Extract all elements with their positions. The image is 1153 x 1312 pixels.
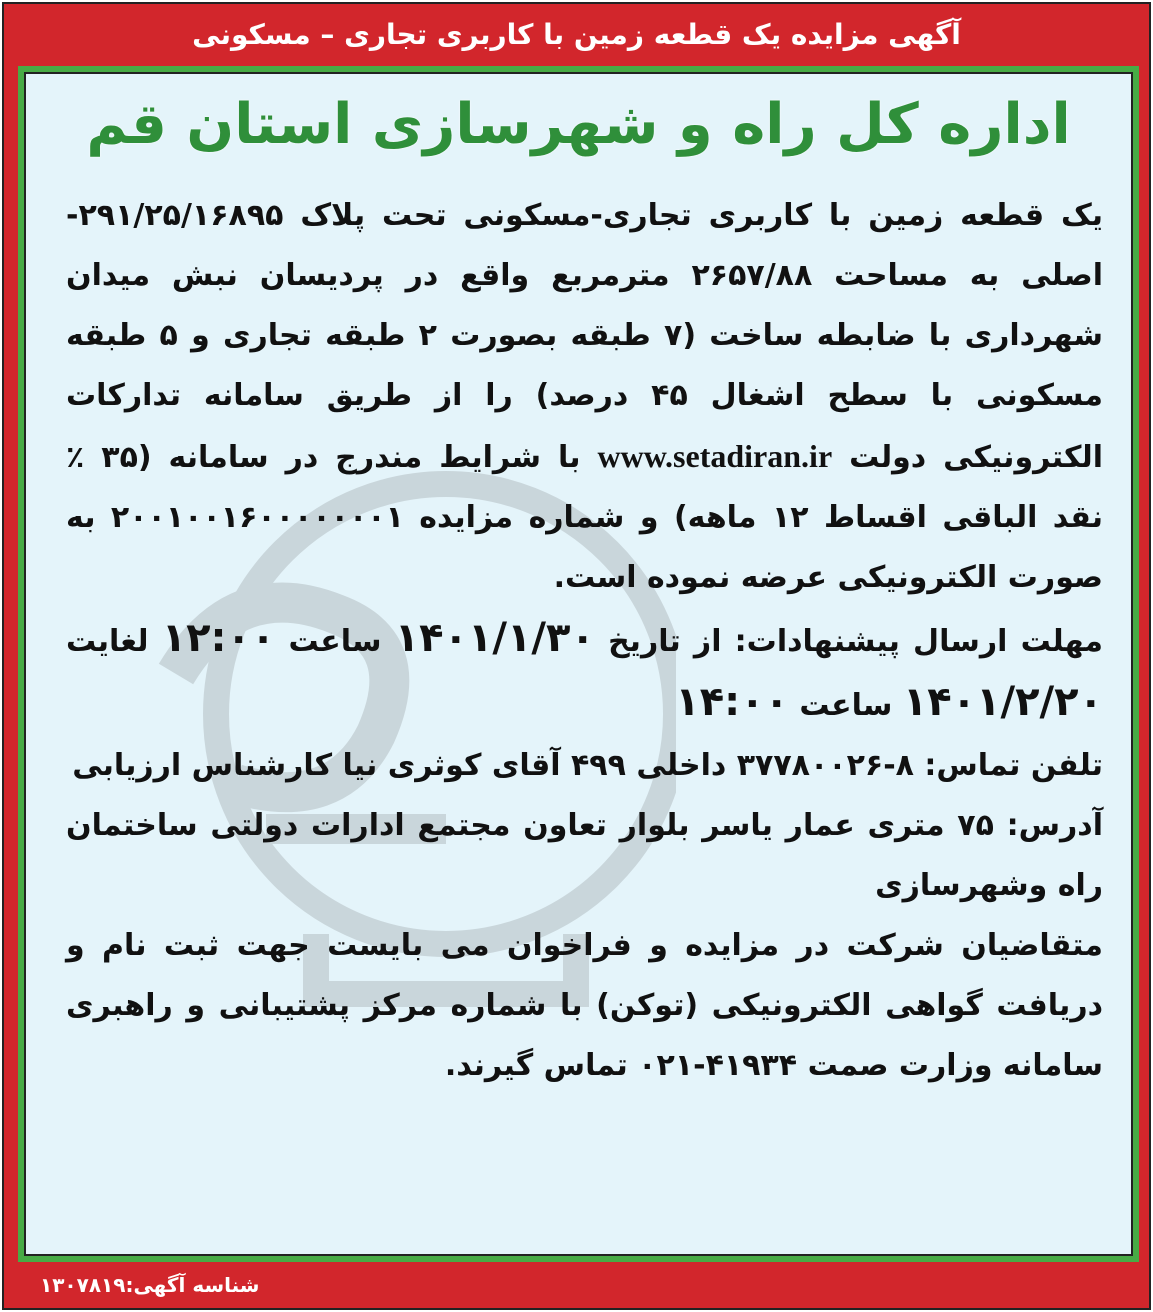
ad-body (66, 186, 1103, 1096)
paragraph-main-text: یک قطعه زمین با کاربری تجاری-مسکونی تحت پلاک ۲۹۱/۲۵/۱۶۸۹۵- اصلی به مساحت ۲۶۵۷/۸۸ مترمربع واقع در پردیسان نبش میدان شهرداری با ضابطه ساخت (۷ طبقه بصورت ۲ طبقه تجاری و ۵ طبقه مسکونی با سطح اشغال ۴۵ درصد) را از طریق سامانه تدارکات الکترونیکی دولت (66, 198, 1104, 475)
deadline-paragraph (66, 608, 1103, 736)
content-panel (24, 72, 1133, 1256)
deadline-end-time: ۱۴:۰۰ (675, 679, 789, 725)
website-link[interactable]: www.setadiran.ir (597, 438, 833, 474)
until-word: لغایت (66, 624, 149, 659)
phone-paragraph: تلفن تماس: ۸-۳۷۷۸۰۰۲۶ داخلی ۴۹۹ آقای کوثری نیا کارشناس ارزیابی (72, 748, 1103, 783)
green-border (18, 66, 1139, 1262)
page-title: اداره کل راه و شهرسازی استان قم (86, 92, 1071, 157)
ad-id-label: شناسه آگهی:۱۳۰۷۸۱۹ (40, 1273, 260, 1297)
header-banner: آگهی مزایده یک قطعه زمین با کاربری تجاری – مسکونی (192, 18, 961, 51)
address-paragraph: آدرس: ۷۵ متری عمار یاسر بلوار تعاون مجتمع ادارات دولتی ساختمان راه وشهرسازی (66, 808, 1103, 903)
deadline-start-time: ۱۲:۰۰ (161, 615, 276, 661)
paragraph-main-cont: با شرایط مندرج در سامانه (۳۵ ٪ نقد الباقی اقساط ۱۲ ماهه) و شماره مزایده ۲۰۰۱۰۰۱۶۰۰۰۰۰۰۰۱ به صورت الکترونیکی عرضه نموده است. (66, 440, 1103, 595)
deadline-end-date: ۱۴۰۱/۲/۲۰ (902, 679, 1103, 725)
deadline-start-date: ۱۴۰۱/۱/۳۰ (394, 615, 595, 661)
hour-word-2: ساعت (799, 688, 893, 723)
deadline-intro: مهلت ارسال پیشنهادات: از تاریخ (608, 624, 1103, 659)
applicants-paragraph: متقاضیان شرکت در مزایده و فراخوان می بایست جهت ثبت نام و دریافت گواهی الکترونیکی (توکن) با شماره مرکز پشتیبانی و راهبری سامانه وزارت صمت ۴۱۹۳۴-۰۲۱ تماس گیرند. (66, 928, 1103, 1083)
ad-frame (2, 2, 1151, 1310)
paragraph-main (66, 186, 1103, 608)
hour-word-1: ساعت (288, 624, 382, 659)
